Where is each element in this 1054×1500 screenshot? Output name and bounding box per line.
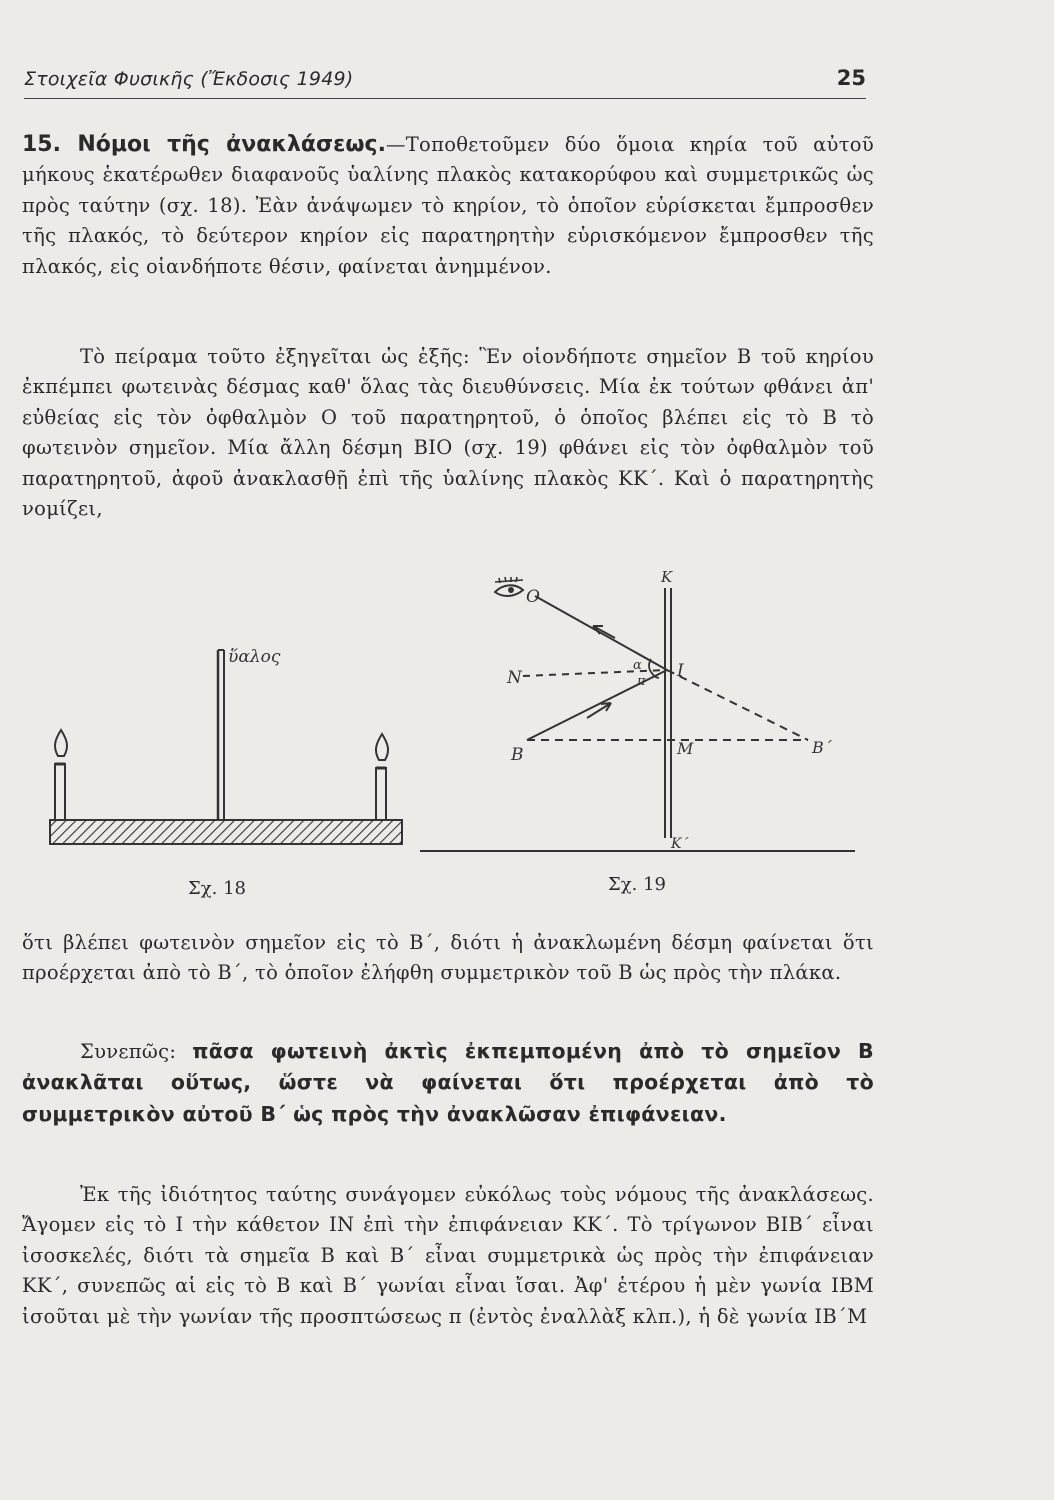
- candle-right: [376, 734, 388, 820]
- arrow-left: [593, 626, 615, 638]
- glass-plate: [218, 650, 224, 820]
- arrow-up: [587, 703, 611, 718]
- label-N: Ν: [507, 668, 522, 688]
- running-title: Στοιχεῖα Φυσικῆς (Ἔκδοσις 1949): [24, 68, 354, 90]
- ray-B-to-I: [527, 670, 667, 740]
- glass-label: ὕαλος: [228, 647, 281, 667]
- page-number: 25: [836, 66, 866, 90]
- label-I: Ι: [677, 661, 684, 681]
- eye-icon: [495, 577, 523, 596]
- label-M: Μ: [677, 739, 694, 758]
- running-header: [24, 62, 866, 99]
- figure-19-caption: Σχ. 19: [608, 874, 666, 895]
- candle-left: [55, 730, 67, 820]
- paragraph-intro-text: —Τοποθετοῦμεν δύο ὅμοια κηρία τοῦ αὐτοῦ μήκους ἑκατέρωθεν διαφανοῦς ὑαλίνης πλακὸς κατακορύφου καὶ συμμετρικῶς ὡς πρὸς ταύτην (σχ. 18). Ἐὰν ἀνάψωμεν τὸ κηρίον, τὸ ὁποῖον εὑρίσκεται ἔμπροσθεν τῆς πλακός, τὸ δεύτερον κηρίον εἰς παρατηρητὴν εὑρισκόμενον ἔμπροσθεν τῆς πλακός, εἰς οἱανδήποτε θέσιν, φαίνεται ἀνημμένον.: [22, 133, 874, 278]
- ray-I-to-O: [535, 596, 667, 670]
- ray-extension-to-Bprime: [667, 670, 808, 740]
- paragraph-observation: ὅτι βλέπει φωτεινὸν σημεῖον εἰς τὸ Β΄, διότι ἡ ἀνακλωμένη δέσμη φαίνεται ὅτι προέρχεται ἀπὸ τὸ Β΄, τὸ ὁποῖον ἐλήφθη συμμετρικὸν τοῦ Β ὡς πρὸς τὴν πλάκα.: [22, 931, 874, 985]
- conclusion-lead: Συνεπῶς:: [80, 1040, 193, 1063]
- paragraph-explanation: Τὸ πείραμα τοῦτο ἐξηγεῖται ὡς ἑξῆς: Ἓν οἱονδήποτε σημεῖον Β τοῦ κηρίου ἐκπέμπει φωτεινὰς δέσμας καθ' ὅλας τὰς διευθύνσεις. Μία ἐκ τούτων φθάνει ἀπ' εὐθείας εἰς τὸν ὀφθαλμὸν Ο τοῦ παρατηρητοῦ, ὁ ὁποῖος βλέπει εἰς τὸ Β τὸ φωτεινὸν σημεῖον. Μία ἄλλη δέσμη ΒΙΟ (σχ. 19) φθάνει εἰς τὸν ὀφθαλμὸν τοῦ παρατηρητοῦ, ἀφοῦ ἀνακλασθῇ ἐπὶ τῆς ὑαλίνης πλακὸς ΚΚ΄. Καὶ ὁ παρατηρητὴς νομίζει,: [22, 345, 874, 521]
- section-heading: 15. Νόμοι τῆς ἀνακλάσεως.: [22, 132, 386, 157]
- mirror-KK: [665, 588, 671, 838]
- paragraph-derivation: Ἐκ τῆς ἰδιότητος ταύτης συνάγομεν εὐκόλως τοὺς νόμους τῆς ἀνακλάσεως. Ἄγομεν εἰς τὸ Ι τὴν κάθετον ΙΝ ἐπὶ τὴν ἐπιφάνειαν ΚΚ΄. Τὸ τρίγωνον ΒΙΒ΄ εἶναι ἰσοσκελές, διότι τὰ σημεῖα Β καὶ Β΄ εἶναι συμμετρικὰ ὡς πρὸς τὴν ἐπιφάνειαν ΚΚ΄, συνεπῶς αἱ εἰς τὸ Β καὶ Β΄ γωνίαι εἶναι ἴσαι. Ἀφ' ἑτέρου ἡ μὲν γωνία ΙΒΜ ἰσοῦται μὲ τὴν γωνίαν τῆς προσπτώσεως π (ἐντὸς ἐναλλὰξ κλπ.), ἡ δὲ γωνία ΙΒ΄Μ: [22, 1183, 874, 1328]
- label-K-top: Κ: [661, 568, 673, 586]
- angle-arc-alpha: [649, 659, 651, 672]
- label-Bprime: Β΄: [812, 738, 832, 757]
- base-board: [50, 820, 402, 844]
- figure-18-caption: Σχ. 18: [188, 878, 246, 899]
- figure-19-drawing: [415, 558, 865, 858]
- label-B: Β: [511, 745, 524, 765]
- label-alpha: α: [633, 658, 642, 673]
- reflection-law-statement: πᾶσα φωτεινὴ ἀκτὶς ἐκπεμπομένη ἀπὸ τὸ σημεῖον Β ἀνακλᾶται οὕτως, ὥστε νὰ φαίνεται ὅτι προέρχεται ἀπὸ τὸ συμμετρικὸν αὐτοῦ Β΄ ὡς πρὸς τὴν ἀνακλῶσαν ἐπιφάνειαν.: [22, 1039, 874, 1126]
- label-pi: π: [637, 674, 646, 689]
- label-K-bottom: Κ΄: [671, 836, 689, 852]
- figure-18-drawing: [40, 628, 410, 858]
- paragraph-intro: [22, 130, 874, 282]
- paragraph-conclusion: [22, 1036, 874, 1130]
- label-O: Ο: [526, 587, 540, 607]
- figures-area: [0, 548, 1054, 918]
